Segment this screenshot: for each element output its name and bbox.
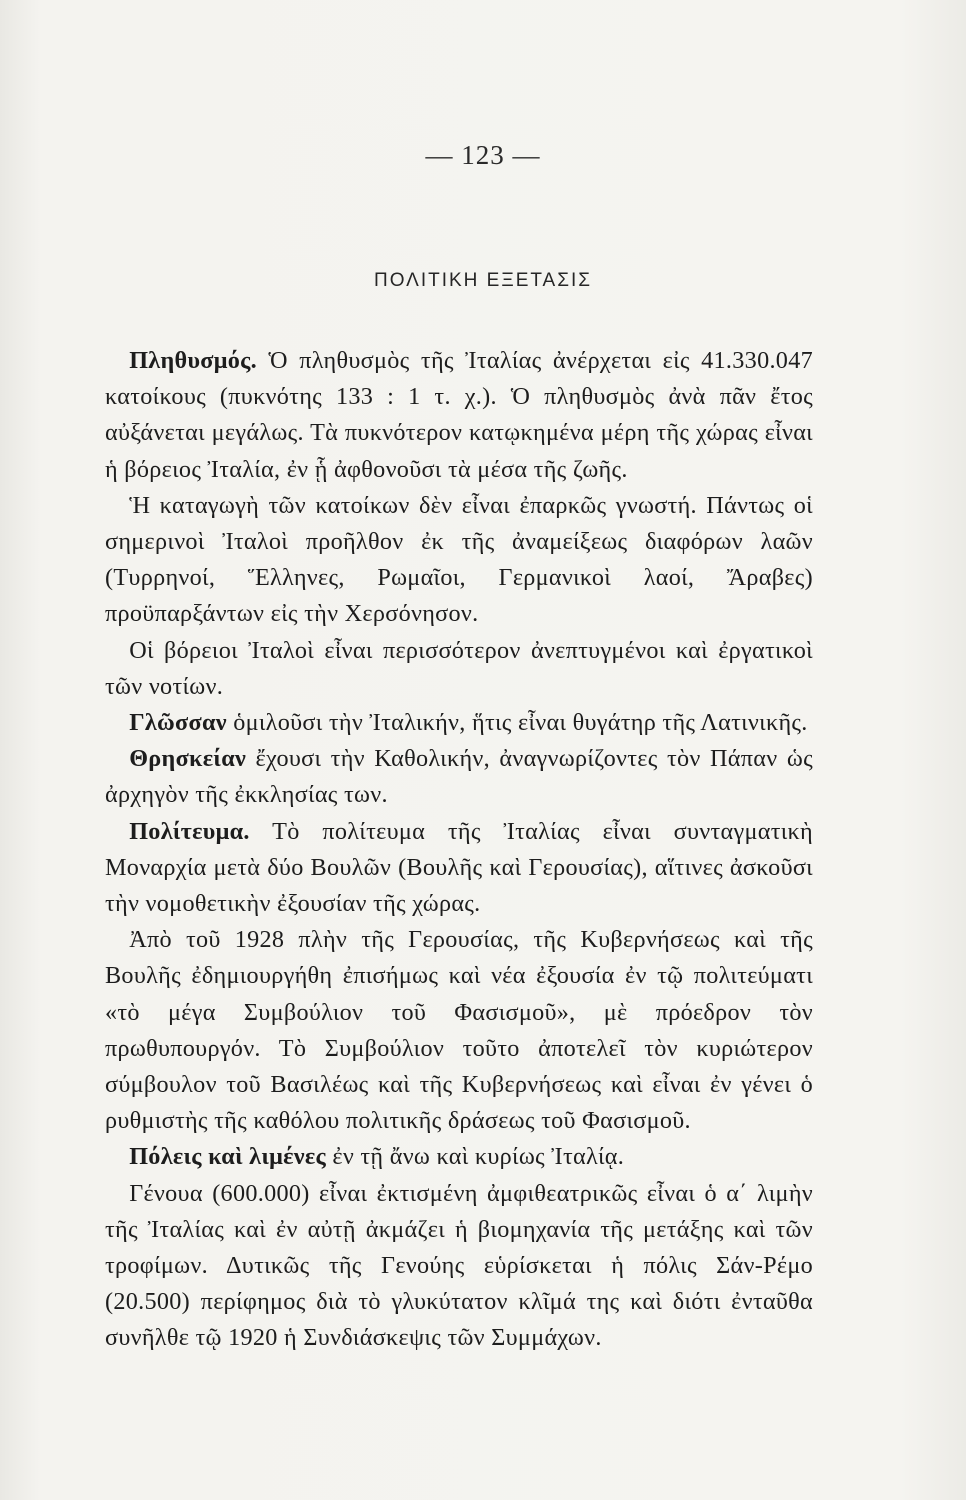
heading-polity: Πολίτευμα.	[129, 817, 250, 845]
heading-population: Πληθυσμός.	[129, 347, 258, 374]
heading-language: Γλῶσσαν	[129, 709, 227, 737]
paragraph-text: Ἀπὸ τοῦ 1928 πλὴν τῆς Γερουσίας, τῆς Κυβερνήσεως καὶ τῆς Βουλῆς ἐδημιουργήθη ἐπισήμως καὶ νέα ἐξουσία ἐν τῷ πολιτεύματι «τὸ μέγα Συμβούλιον τοῦ Φασισμοῦ», μὲ πρόεδρον τὸν πρωθυπουργόν. Τὸ Συμβούλιον τοῦτο ἀποτελεῖ τὸν κυριώτερον σύμβουλον τοῦ Βασιλέως καὶ τῆς Κυβερνήσεως καὶ εἶναι ἐν γένει ὁ ρυθμιστὴς τῆς καθόλου πολιτικῆς δράσεως τοῦ Φασισμοῦ.	[105, 926, 813, 1135]
paragraph-origin	[105, 488, 813, 633]
paragraph-genoa	[105, 1176, 813, 1357]
paragraph-language	[105, 705, 813, 741]
heading-religion: Θρησκείαν	[129, 745, 247, 773]
paragraph-text: Οἱ βόρειοι Ἰταλοὶ εἶναι περισσότερον ἀνεπτυγμένοι καὶ ἐργατικοὶ τῶν νοτίων.	[105, 636, 813, 700]
paragraph-fascism	[105, 922, 813, 1139]
paragraph-polity	[105, 814, 813, 923]
paragraph-text: ἐν τῇ ἄνω καὶ κυρίως Ἰταλίᾳ.	[326, 1143, 625, 1171]
paragraph-text: Τὸ πολίτευμα τῆς Ἰταλίας εἶναι συνταγματικὴ Μοναρχία μετὰ δύο Βουλῶν (Βουλῆς καὶ Γερουσίας), αἵτινες ἀσκοῦσι τὴν νομοθετικὴν ἐξουσίαν τῆς χώρας.	[105, 817, 813, 918]
page-number: — 123 —	[425, 140, 541, 170]
paragraph-religion	[105, 741, 813, 813]
paragraph-text: Γένουα (600.000) εἶναι ἐκτισμένη ἀμφιθεατρικῶς εἶναι ὁ α΄ λιμὴν τῆς Ἰταλίας καὶ ἐν αὐτῇ ἀκμάζει ἡ βιομηχανία τῆς μετάξης καὶ τῶν τροφίμων. Δυτικῶς τῆς Γενούης εὑρίσκεται ἡ πόλις Σάν-Ρέμο (20.500) περίφημος διὰ τὸ γλυκύτατον κλῖμά της καὶ διότι ἐνταῦθα συνῆλθε τῷ 1920 ἡ Συνδιάσκεψις τῶν Συμμάχων.	[105, 1179, 813, 1352]
paragraph-population	[105, 343, 813, 488]
paragraph-text: Ὁ πληθυσμὸς τῆς Ἰταλίας ἀνέρχεται εἰς 41.330.047 κατοίκους (πυκνότης 133 : 1 τ. χ.). Ὁ πληθυσμὸς ἀνὰ πᾶν ἔτος αὐξάνεται μεγάλως. Τὰ πυκνότερον κατῳκημένα μέρη τῆς χώρας εἶναι ἡ βόρειος Ἰταλία, ἐν ᾗ ἀφθονοῦσι τὰ μέσα τῆς ζωῆς.	[105, 347, 813, 483]
section-title: ΠΟΛΙΤΙΚΗ ΕΞΕΤΑΣΙΣ	[373, 270, 593, 291]
body-text	[105, 343, 813, 1357]
paragraph-text: Ἡ καταγωγὴ τῶν κατοίκων δὲν εἶναι ἐπαρκῶς γνωστή. Πάντως οἱ σημερινοὶ Ἰταλοὶ προῆλθον ἐκ τῆς ἀναμείξεως διαφόρων λαῶν (Τυρρηνοί, Ἕλληνες, Ρωμαῖοι, Γερμανικοὶ λαοί, Ἄραβες) προϋπαρξάντων εἰς τὴν Χερσόνησον.	[105, 491, 813, 628]
heading-cities: Πόλεις καὶ λιμένες	[129, 1143, 327, 1171]
paragraph-text: ὁμιλοῦσι τὴν Ἰταλικήν, ἥτις εἶναι θυγάτηρ τῆς Λατινικῆς.	[226, 709, 808, 737]
paragraph-northern	[105, 633, 813, 705]
paragraph-cities	[105, 1139, 813, 1175]
paragraph-text: ἔχουσι τὴν Καθολικήν, ἀναγνωρίζοντες τὸν Πάπαν ὡς ἀρχηγὸν τῆς ἐκκλησίας των.	[105, 745, 813, 809]
